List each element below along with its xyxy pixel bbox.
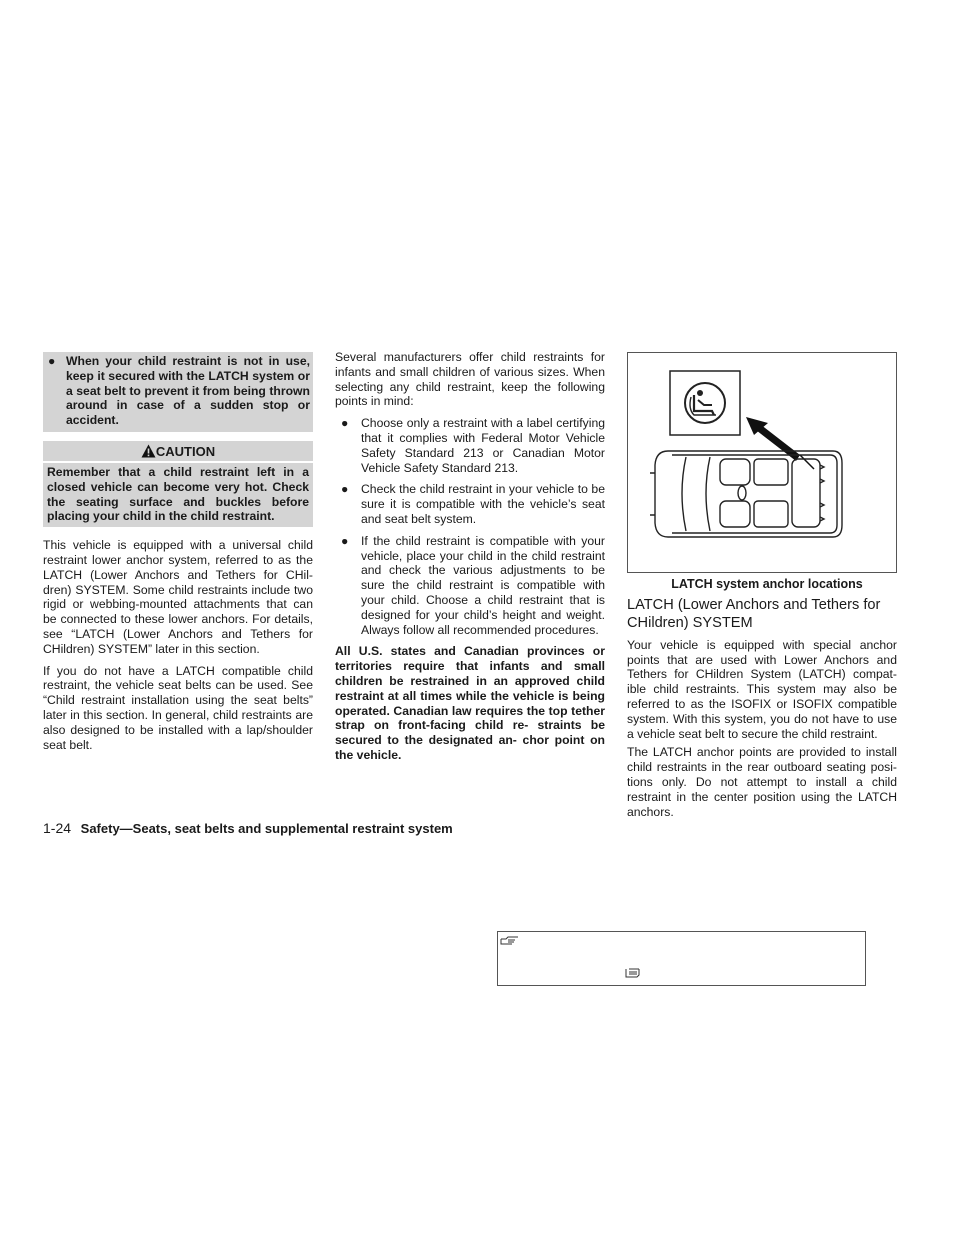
page-number: 1-24 xyxy=(43,820,72,836)
list-item xyxy=(335,534,605,638)
bullet-dot: ● xyxy=(341,533,349,548)
paragraph-legal-requirement: All U.S. states and Canadian provinces or territories require that infants and small children be restrained in an approved child restraint at all times while the vehicle is being operated. Canadian law requires the top tether strap on front-facing child re- straints be secured to the designated an- chor point on the vehicle. xyxy=(335,644,605,762)
bullet-dot: ● xyxy=(341,482,349,497)
child-seat-icon xyxy=(670,371,740,435)
caution-text: Remember that a child restraint left in a closed vehicle can become very hot. Check the seating surface and buckles before placing your child in the child restraint. xyxy=(43,463,313,527)
warning-bullet xyxy=(47,354,310,428)
column-left xyxy=(43,352,313,752)
paragraph-seatbelt-alt: If you do not have a LATCH compatible child restraint, the vehicle seat belts can be used. See “Child restraint installation using the seat belts” later in this section. In general, child restraints are also designed to be installed with a lap/shoulder seat belt. xyxy=(43,663,313,752)
bullet-dot: ● xyxy=(341,416,349,431)
caution-label: CAUTION xyxy=(155,443,216,459)
pointing-hand-icon xyxy=(500,934,520,946)
warning-triangle-icon xyxy=(141,444,156,458)
list-item-text: Check the child restraint in your vehicle to be sure it is compatible with the vehicle’s seat and seat belt system. xyxy=(361,482,605,526)
list-item-text: Choose only a restraint with a label certifying that it complies with Federal Motor Vehicle Safety Standard 213 or Canadian Motor Vehicle Safety Standard 213. xyxy=(361,416,605,475)
list-item-text: If the child restraint is compatible with your vehicle, place your child in the child restraint and check the various adjustments to be sure the child restraint is compatible with your child. Choose a child restraint that is designed for your child’s height and weight. Always follow all recommended procedures. xyxy=(361,533,605,637)
paragraph-latch-intro: This vehicle is equipped with a universal child restraint lower anchor system, referred to as the LATCH (Lower Anchors and Tethers for CHil- dren) SYSTEM. Some child restraints include two rigid or webbing-mounted attachments that can be connected to these lower anchors. For details, see “LATCH (Lower Anchors and Tethers for CHildren) SYSTEM” later in this section. xyxy=(43,538,313,656)
page-footer xyxy=(43,820,453,836)
paragraph-latch-positions: The LATCH anchor points are provided to install child restraints in the rear outboard seating posi- tions only. Do not attempt to install a child restraint in the center position using the LATCH anchors. xyxy=(627,745,897,819)
pointing-hand-icon xyxy=(625,967,645,979)
warning-bullet-text: When your child restraint is not in use, keep it secured with the LATCH system or a seat belt to prevent it from being thrown around in case of a sudden stop or accident. xyxy=(66,354,310,428)
pointer-arrow xyxy=(746,417,814,469)
bullet-dot: ● xyxy=(48,354,56,368)
paragraph-latch-description: Your vehicle is equipped with special anchor points that are used with Lower Anchors and Tethers for CHildren System (LATCH) compat- ible child restraints. This system may also be referred to as the ISOFIX or ISOFIX compatible system. With this system, you do not have to use a vehicle seat belt to secure the child restraint. xyxy=(627,637,897,741)
latch-figure xyxy=(627,352,897,573)
note-box xyxy=(497,931,866,986)
list-item xyxy=(335,416,605,475)
paragraph-selection-intro: Several manufacturers offer child restraints for infants and small children of various sizes. When selecting any child restraint, keep the following points in mind: xyxy=(335,350,605,409)
list-item xyxy=(335,482,605,526)
selection-points-list xyxy=(335,416,605,637)
caution-header xyxy=(43,441,313,461)
warning-box xyxy=(43,352,313,432)
vehicle-top-view xyxy=(650,451,842,537)
latch-diagram xyxy=(628,353,896,572)
figure-caption: LATCH system anchor locations xyxy=(671,577,863,591)
column-right xyxy=(627,352,897,819)
section-heading: LATCH (Lower Anchors and Tethers for CHildren) SYSTEM xyxy=(627,596,881,631)
column-middle xyxy=(335,350,605,763)
section-title: Safety—Seats, seat belts and supplemental restraint system xyxy=(80,821,453,836)
